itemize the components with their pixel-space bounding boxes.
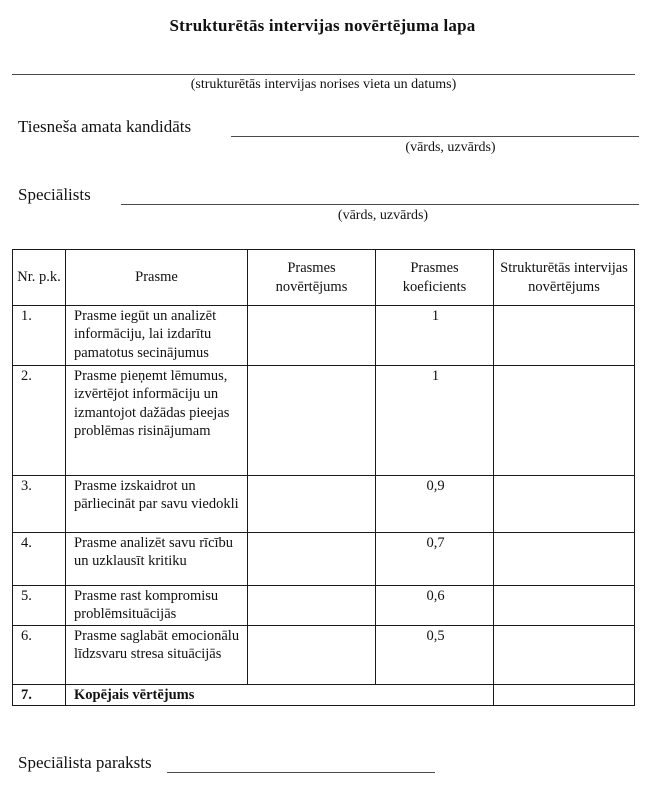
cell-nr: 4. [13,533,66,586]
candidate-name-field[interactable] [231,116,639,137]
table-row [13,366,635,476]
cell-assessment[interactable] [248,586,376,626]
cell-assessment[interactable] [248,476,376,533]
table-row [13,476,635,533]
venue-date-field[interactable] [12,74,635,75]
cell-interview-assessment[interactable] [494,366,635,476]
candidate-label: Tiesneša amata kandidāts [18,117,192,136]
cell-interview-assessment[interactable] [494,476,635,533]
cell-nr: 2. [13,366,66,476]
specialist-name-field[interactable] [121,184,639,205]
specialist-label: Speciālists [18,185,91,204]
col-header-interview-assessment: Strukturētās intervijas novērtējums [494,250,635,306]
venue-date-caption: (strukturētās intervijas norises vieta un datums) [190,77,457,92]
col-header-coefficient: Prasmes koeficients [376,250,494,306]
cell-interview-assessment[interactable] [494,306,635,366]
table-row [13,306,635,366]
cell-nr: 1. [13,306,66,366]
cell-interview-assessment[interactable] [494,684,635,705]
evaluation-table [12,249,635,706]
cell-skill: Prasme analizēt savu rīcību un uzklausīt kritiku [66,533,248,586]
document-page [0,16,645,788]
venue-date-block [0,74,645,93]
cell-skill: Prasme iegūt un analizēt informāciju, lai izdarītu pamatotus secinājumus [66,306,248,366]
cell-coefficient: 0,9 [376,476,494,533]
col-header-nr: Nr. p.k. [13,250,66,306]
specialist-caption: (vārds, uzvārds) [337,208,429,223]
col-header-skill: Prasme [66,250,248,306]
candidate-block [0,116,645,156]
cell-nr: 6. [13,625,66,684]
table-row [13,533,635,586]
table-total-row [13,684,635,705]
specialist-block [0,184,645,224]
cell-total-label: Kopējais vērtējums [66,684,494,705]
cell-coefficient: 0,6 [376,586,494,626]
cell-coefficient: 1 [376,306,494,366]
signature-block [18,752,645,773]
cell-nr: 3. [13,476,66,533]
cell-coefficient: 0,5 [376,625,494,684]
cell-coefficient: 0,7 [376,533,494,586]
cell-assessment[interactable] [248,625,376,684]
cell-assessment[interactable] [248,306,376,366]
cell-skill: Prasme pieņemt lēmumus, izvērtējot informāciju un izmantojot dažādas pieejas problēmas risinājumam [66,366,248,476]
cell-interview-assessment[interactable] [494,625,635,684]
cell-assessment[interactable] [248,366,376,476]
candidate-caption: (vārds, uzvārds) [405,140,496,155]
table-row [13,625,635,684]
table-header-row [13,250,635,306]
signature-field[interactable] [167,752,435,773]
cell-assessment[interactable] [248,533,376,586]
cell-interview-assessment[interactable] [494,533,635,586]
page-title: Strukturētās intervijas novērtējuma lapa [169,16,476,35]
table-row [13,586,635,626]
signature-label: Speciālista paraksts [18,752,152,772]
cell-skill: Prasme izskaidrot un pārliecināt par savu viedokli [66,476,248,533]
cell-skill: Prasme rast kompromisu problēmsituācijās [66,586,248,626]
cell-coefficient: 1 [376,366,494,476]
cell-interview-assessment[interactable] [494,586,635,626]
cell-nr: 7. [13,684,66,705]
cell-nr: 5. [13,586,66,626]
col-header-assessment: Prasmes novērtējums [248,250,376,306]
cell-skill: Prasme saglabāt emocionālu līdzsvaru stresa situācijās [66,625,248,684]
